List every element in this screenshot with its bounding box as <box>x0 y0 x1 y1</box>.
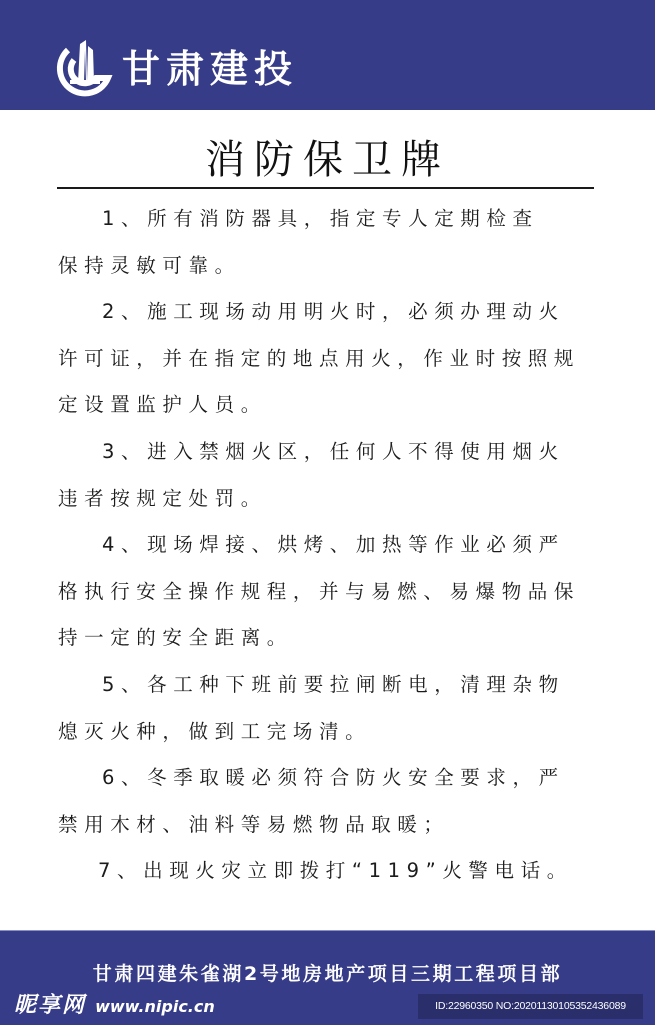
watermark-brand-name: 昵享网 <box>14 993 87 1018</box>
rule-line: 7、出现火灾立即拨打“119”火警电话。 <box>98 859 573 883</box>
rule-line: 4、现场焊接、烘烤、加热等作业必须严 <box>102 533 565 557</box>
rule-line: 违者按规定处罚。 <box>58 486 267 510</box>
sign-title: 消防保卫牌 <box>205 137 450 183</box>
rule-line: 定设置监护人员。 <box>58 393 267 417</box>
rules-list <box>58 196 602 895</box>
rule-line: 2、施工现场动用明火时，必须办理动火 <box>102 300 565 324</box>
rule-line: 许可证，并在指定的地点用火，作业时按照规 <box>58 346 581 370</box>
footer-band <box>0 930 655 1025</box>
rule-item-5 <box>58 662 602 755</box>
watermark-brand <box>14 992 215 1021</box>
title-divider <box>57 187 594 189</box>
rule-item-4 <box>58 522 602 662</box>
rule-line: 1、所有消防器具，指定专人定期检查 <box>102 207 539 230</box>
rule-item-6 <box>58 755 602 848</box>
rule-line: 熄灭火种，做到工完场清。 <box>58 719 372 743</box>
rule-line: 格执行安全操作规程，并与易燃、易爆物品保 <box>58 579 581 603</box>
rule-line: 保持灵敏可靠。 <box>58 253 241 277</box>
watermark-id: ID:22960350 NO:20201130105352436089 <box>418 994 643 1019</box>
watermark-url: www.nipic.cn <box>95 997 215 1016</box>
header-band <box>0 0 655 110</box>
rule-item-7 <box>58 848 602 895</box>
rule-line: 3、进入禁烟火区，任何人不得使用烟火 <box>102 439 565 463</box>
rule-line: 持一定的安全距离。 <box>58 626 293 650</box>
rule-item-3 <box>58 429 602 522</box>
brand-name: 甘肃建投 <box>122 47 299 91</box>
rule-line: 6、冬季取暖必须符合防火安全要求，严 <box>102 766 565 790</box>
gansu-construction-logo-icon <box>56 36 114 100</box>
rule-item-2 <box>58 289 602 429</box>
project-name: 甘肃四建朱雀湖2号地房地产项目三期工程项目部 <box>92 963 563 985</box>
rule-item-1 <box>58 196 602 289</box>
rule-line: 禁用木材、油料等易燃物品取暖； <box>58 812 450 836</box>
rule-line: 5、各工种下班前要拉闸断电，清理杂物 <box>102 672 565 696</box>
